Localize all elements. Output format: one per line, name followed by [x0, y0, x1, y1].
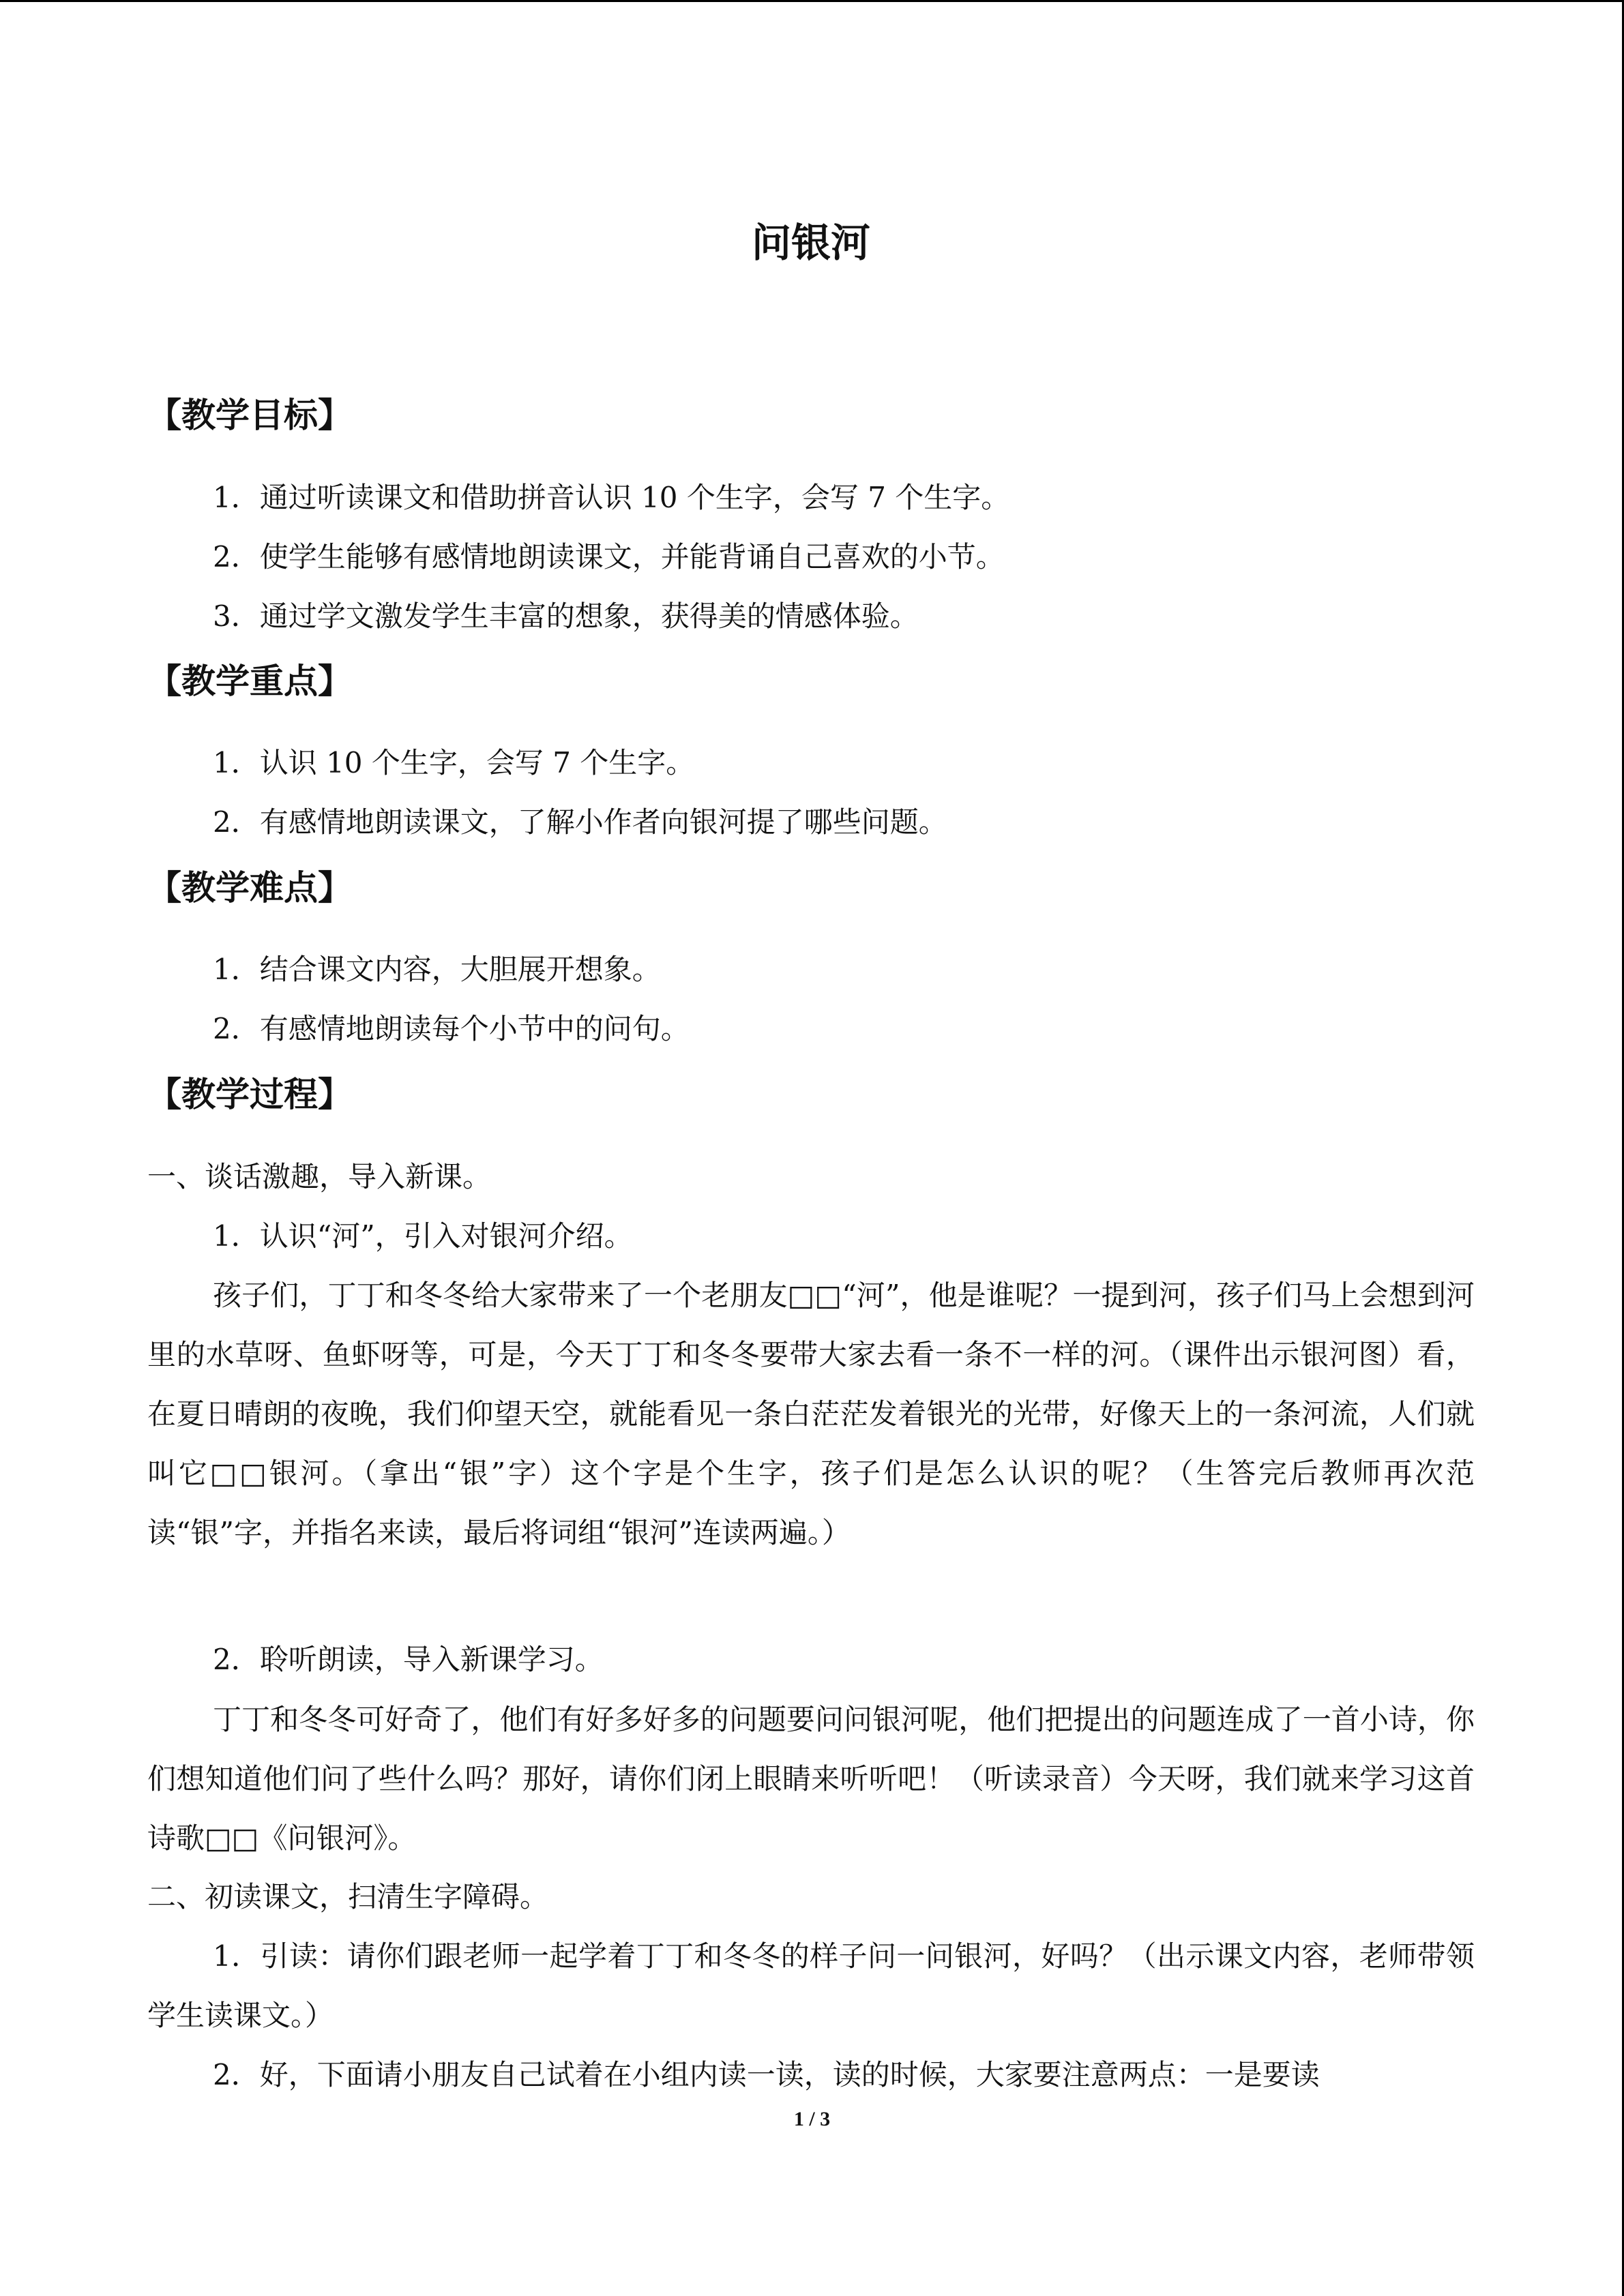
- section-heading-process: 【教学过程】: [147, 1075, 352, 1114]
- section-heading-difficulties: 【教学难点】: [147, 868, 352, 908]
- goal-item-1: 1．通过听读课文和借助拼音认识 10 个生字，会写 7 个生字。: [213, 481, 1010, 514]
- page-number: 1 / 3: [793, 2108, 831, 2130]
- key-point-item-1: 1．认识 10 个生字，会写 7 个生字。: [213, 746, 695, 779]
- goal-item-2: 2．使学生能够有感情地朗读课文，并能背诵自己喜欢的小节。: [213, 540, 1005, 573]
- process-step-1-heading: 一、谈话激趣，导入新课。: [147, 1160, 492, 1193]
- section-heading-key-points: 【教学重点】: [147, 661, 352, 701]
- process-step-1-paragraph-2: 丁丁和冬冬可好奇了，他们有好多好多的问题要问问银河呢，他们把提出的问题连成了一首小诗，你们想知道他们问了些什么吗？那好，请你们闭上眼睛来听听吧！（听读录音）今天呀，我们就来学习这首诗歌□□《问银河》。: [147, 1703, 1475, 1855]
- document-title: 问银河: [751, 220, 870, 266]
- process-step-1-sub-1: 1．认识“河”，引入对银河介绍。: [213, 1219, 633, 1253]
- process-step-2-heading: 二、初读课文，扫清生字障碍。: [147, 1880, 549, 1913]
- process-step-2-paragraph-1: 1．引读：请你们跟老师一起学着丁丁和冬冬的样子问一问银河，好吗？（出示课文内容，老师带领学生读课文。）: [147, 1939, 1475, 2032]
- difficulty-item-1: 1．结合课文内容，大胆展开想象。: [213, 953, 661, 986]
- process-step-2-paragraph-2: 2．好，下面请小朋友自己试着在小组内读一读，读的时候，大家要注意两点：一是要读: [213, 2058, 1320, 2091]
- difficulty-item-2: 2．有感情地朗读每个小节中的问句。: [213, 1012, 690, 1045]
- process-step-1-sub-2: 2．聆听朗读，导入新课学习。: [213, 1643, 604, 1676]
- goal-item-3: 3．通过学文激发学生丰富的想象，获得美的情感体验。: [213, 599, 919, 633]
- key-point-item-2: 2．有感情地朗读课文，了解小作者向银河提了哪些问题。: [213, 805, 947, 839]
- process-step-1-paragraph-1: 孩子们，丁丁和冬冬给大家带来了一个老朋友□□“河”，他是谁呢？一提到河，孩子们马上会想到河里的水草呀、鱼虾呀等，可是，今天丁丁和冬冬要带大家去看一条不一样的河。（课件出示银河图）看，在夏日晴朗的夜晚，我们仰望天空，就能看见一条白茫茫发着银光的光带，好像天上的一条河流，人们就叫它□□银河。（拿出“银”字）这个字是个生字，孩子们是怎么认识的呢？（生答完后教师再次范读“银”字，并指名来读，最后将词组“银河”连读两遍。）: [147, 1279, 1475, 1549]
- section-heading-goals: 【教学目标】: [147, 396, 352, 435]
